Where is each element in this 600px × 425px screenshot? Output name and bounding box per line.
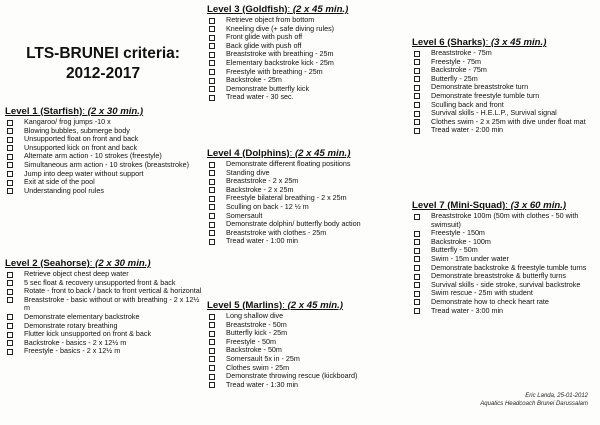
level-heading: Level 1 (Starfish): (2 x 30 min.) [5, 106, 144, 117]
level-7-block [412, 200, 596, 315]
checkbox-icon[interactable] [414, 239, 420, 245]
criteria-item: Survival skills - H.E.L.P., Survival signal [412, 109, 596, 118]
level-time: (3 x 45 min.) [490, 37, 547, 48]
criteria-item: Backstroke - 75m [412, 66, 596, 75]
criteria-item: Alternate arm action - 10 strokes (freestyle) [5, 152, 203, 161]
checkbox-icon[interactable] [7, 289, 13, 295]
level-name: Level 5 (Marlins) [207, 300, 283, 311]
checkbox-icon[interactable] [414, 256, 420, 262]
criteria-item: Retrieve object chest deep water [5, 270, 203, 279]
criteria-item: Elementary backstroke kick - 25m [207, 59, 407, 68]
checkbox-icon[interactable] [414, 76, 420, 82]
level-time: (2 x 30 min.) [95, 258, 151, 269]
level-6-block [412, 37, 596, 135]
checkbox-icon[interactable] [414, 214, 420, 220]
criteria-item: Freestyle - 150m [412, 229, 596, 238]
level-4-block [207, 148, 407, 246]
level-4-items [207, 160, 407, 246]
level-3-block [207, 4, 407, 102]
level-2-items [5, 270, 203, 356]
level-heading: Level 7 (Mini-Squad): (3 x 60 min.) [412, 200, 567, 211]
criteria-item: Rotate - front to back / back to front vertical & horizontal [5, 287, 203, 296]
checkbox-icon[interactable] [209, 322, 215, 328]
criteria-item: Breaststroke - 50m [207, 321, 407, 330]
checkbox-icon[interactable] [209, 162, 215, 168]
level-5-items [207, 312, 407, 389]
title-line: LTS-BRUNEI criteria: [26, 45, 180, 62]
level-heading: Level 2 (Seahorse): (2 x 30 min.) [5, 258, 151, 269]
checkbox-icon[interactable] [209, 356, 215, 362]
criteria-item: Standing dive [207, 169, 407, 178]
checkbox-icon[interactable] [209, 43, 215, 49]
criteria-item: Sculling on back - 12 ½ m [207, 203, 407, 212]
criteria-item: Backstroke - 50m [207, 346, 407, 355]
criteria-item: Backstroke - 2 x 25m [207, 186, 407, 195]
level-time: (2 x 45 min.) [287, 300, 343, 311]
checkbox-icon[interactable] [414, 119, 420, 125]
checkbox-icon[interactable] [209, 230, 215, 236]
checkbox-icon[interactable] [414, 308, 420, 314]
criteria-item: Understanding pool rules [5, 187, 203, 196]
criteria-item: Unsupported kick on front and back [5, 144, 203, 153]
level-time: (3 x 60 min.) [510, 200, 567, 211]
criteria-item: Demonstrate dolphin/ butterfly body action [207, 220, 407, 229]
checkbox-icon[interactable] [7, 340, 13, 346]
criteria-item: Breaststroke - 2 x 25m [207, 177, 407, 186]
criteria-item: Demonstrate throwing rescue (kickboard) [207, 372, 407, 381]
checkbox-icon[interactable] [209, 374, 215, 380]
checkbox-icon[interactable] [209, 239, 215, 245]
criteria-item: Demonstrate backstroke & freestyle tumble turns [412, 264, 596, 273]
checkbox-icon[interactable] [7, 180, 13, 186]
criteria-item: Backstroke - 25m [207, 76, 407, 85]
checkbox-icon[interactable] [414, 59, 420, 65]
criteria-item: Kneeling dive (+ safe diving rules) [207, 25, 407, 34]
checkbox-icon[interactable] [209, 187, 215, 193]
checkbox-icon[interactable] [209, 222, 215, 228]
criteria-item: Breaststroke 100m (50m with clothes - 50 with swimsuit) [412, 212, 596, 229]
checkbox-icon[interactable] [209, 331, 215, 337]
criteria-item: Somersault 5x in - 25m [207, 355, 407, 364]
checkbox-icon[interactable] [414, 231, 420, 237]
criteria-item: Backstroke - basics - 2 x 12½ m [5, 339, 203, 348]
criteria-item: Jump into deep water without support [5, 170, 203, 179]
criteria-item: Swim - 15m under water [412, 255, 596, 264]
criteria-item: Demonstrate breaststroke turn [412, 83, 596, 92]
checkbox-icon[interactable] [209, 170, 215, 176]
checkbox-icon[interactable] [209, 69, 215, 75]
checkbox-icon[interactable] [209, 196, 215, 202]
level-time: (2 x 45 min.) [294, 148, 351, 159]
criteria-item: Swim rescue - 25m with student [412, 289, 596, 298]
page-title [8, 44, 198, 84]
checkbox-icon[interactable] [414, 68, 420, 74]
level-name: Level 4 (Dolphins) [207, 148, 290, 159]
level-heading: Level 6 (Sharks): (3 x 45 min.) [412, 37, 547, 48]
criteria-item: Butterfly - 50m [412, 246, 596, 255]
criteria-item: Clothes swim - 2 x 25m with dive under float mat [412, 118, 596, 127]
checkbox-icon[interactable] [209, 179, 215, 185]
level-2-block [5, 258, 203, 356]
checkbox-icon[interactable] [7, 120, 13, 126]
checkbox-icon[interactable] [7, 128, 13, 134]
checkbox-icon[interactable] [414, 102, 420, 108]
checkbox-icon[interactable] [209, 213, 215, 219]
criteria-item: Retrieve object from bottom [207, 16, 407, 25]
checkbox-icon[interactable] [209, 365, 215, 371]
checkbox-icon[interactable] [209, 204, 215, 210]
checkbox-icon[interactable] [7, 171, 13, 177]
criteria-item: Blowing bubbles, submerge body [5, 127, 203, 136]
criteria-item: Tread water - 1:30 min [207, 381, 407, 390]
criteria-item: Tread water - 1:00 min [207, 237, 407, 246]
level-5-block [207, 300, 407, 389]
criteria-item: Tread water - 3:00 min [412, 307, 596, 316]
criteria-item: 5 sec float & recovery unsupported front & back [5, 279, 203, 288]
checkbox-icon[interactable] [209, 95, 215, 101]
level-1-block [5, 106, 203, 195]
title-line: 2012-2017 [65, 65, 141, 82]
criteria-item: Breaststroke with breathing - 25m [207, 50, 407, 59]
checkbox-icon[interactable] [414, 291, 420, 297]
checkbox-icon[interactable] [209, 339, 215, 345]
level-3-items [207, 16, 407, 102]
checkbox-icon[interactable] [7, 188, 13, 194]
checkbox-icon[interactable] [414, 265, 420, 271]
criteria-item: Kangaroo/ frog jumps -10 x [5, 118, 203, 127]
checkbox-icon[interactable] [7, 280, 13, 286]
checkbox-icon[interactable] [414, 111, 420, 117]
criteria-item: Demonstrate how to check heart rate [412, 298, 596, 307]
criteria-item: Breaststroke - basic without or with breathing - 2 x 12½ m [5, 296, 203, 313]
checkbox-icon[interactable] [7, 137, 13, 143]
criteria-item: Back glide with push off [207, 42, 407, 51]
checkbox-icon[interactable] [209, 86, 215, 92]
criteria-item: Butterfly - 25m [412, 75, 596, 84]
criteria-item: Demonstrate different floating positions [207, 160, 407, 169]
checkbox-icon[interactable] [7, 145, 13, 151]
checkbox-icon[interactable] [414, 128, 420, 134]
criteria-item: Demonstrate breaststroke & butterfly turns [412, 272, 596, 281]
checkbox-icon[interactable] [7, 162, 13, 168]
checkbox-icon[interactable] [209, 382, 215, 388]
criteria-item: Demonstrate butterfly kick [207, 85, 407, 94]
criteria-item: Backstroke - 100m [412, 238, 596, 247]
checkbox-icon[interactable] [209, 52, 215, 58]
level-name: Level 1 (Starfish) [5, 106, 83, 117]
level-6-items [412, 49, 596, 135]
checkbox-icon[interactable] [209, 78, 215, 84]
checkbox-icon[interactable] [414, 299, 420, 305]
criteria-item: Unsupported float on front and back [5, 135, 203, 144]
checkbox-icon[interactable] [209, 60, 215, 66]
criteria-item: Somersault [207, 212, 407, 221]
checkbox-icon[interactable] [7, 154, 13, 160]
criteria-item: Front glide with push off [207, 33, 407, 42]
checkbox-icon[interactable] [209, 18, 215, 24]
criteria-item: Clothes swim - 25m [207, 364, 407, 373]
footer-author: Eric Landa, 25-01-2012 [525, 393, 588, 399]
criteria-item: Freestyle with breathing - 25m [207, 68, 407, 77]
criteria-item: Long shallow dive [207, 312, 407, 321]
checkbox-icon[interactable] [414, 85, 420, 91]
criteria-item: Freestyle bilateral breathing - 2 x 25m [207, 194, 407, 203]
criteria-item: Breaststroke with clothes - 25m [207, 229, 407, 238]
checkbox-icon[interactable] [7, 349, 13, 355]
criteria-item: Tread water - 30 sec. [207, 93, 407, 102]
level-heading: Level 5 (Marlins): (2 x 45 min.) [207, 300, 343, 311]
level-name: Level 3 (Goldfish) [207, 4, 288, 15]
level-name: Level 7 (Mini-Squad) [412, 200, 506, 211]
checkbox-icon[interactable] [7, 323, 13, 329]
checkbox-icon[interactable] [7, 297, 13, 303]
criteria-item: Demonstrate rotary breathing [5, 322, 203, 331]
checkbox-icon[interactable] [209, 348, 215, 354]
level-name: Level 2 (Seahorse) [5, 258, 90, 269]
criteria-item: Butterfly kick - 25m [207, 329, 407, 338]
level-time: (2 x 30 min.) [87, 106, 144, 117]
criteria-item: Exit at side of the pool [5, 178, 203, 187]
level-name: Level 6 (Sharks) [412, 37, 486, 48]
criteria-item: Tread water - 2:00 min [412, 126, 596, 135]
criteria-item: Demonstrate elementary backstroke [5, 313, 203, 322]
criteria-item: Flutter kick unsupported on front & back [5, 330, 203, 339]
checkbox-icon[interactable] [414, 248, 420, 254]
checkbox-icon[interactable] [7, 272, 13, 278]
checkbox-icon[interactable] [209, 35, 215, 41]
checkbox-icon[interactable] [414, 93, 420, 99]
criteria-item: Survival skills - side stroke, survival backstroke [412, 281, 596, 290]
level-heading: Level 4 (Dolphins): (2 x 45 min.) [207, 148, 351, 159]
criteria-item: Sculling back and front [412, 101, 596, 110]
level-1-items [5, 118, 203, 195]
level-7-items [412, 212, 596, 315]
criteria-item: Freestyle - 50m [207, 338, 407, 347]
checkbox-icon[interactable] [414, 282, 420, 288]
signature-footer [480, 392, 588, 408]
checkbox-icon[interactable] [7, 332, 13, 338]
checkbox-icon[interactable] [209, 26, 215, 32]
level-time: (2 x 45 min.) [292, 4, 349, 15]
checkbox-icon[interactable] [414, 51, 420, 57]
checkbox-icon[interactable] [209, 314, 215, 320]
criteria-item: Demonstrate freestyle tumble turn [412, 92, 596, 101]
checkbox-icon[interactable] [414, 274, 420, 280]
criteria-item: Freestyle - 75m [412, 58, 596, 67]
footer-role: Aquatics Headcoach Brunei Darussalam [480, 401, 588, 407]
criteria-item: Freestyle - basics - 2 x 12½ m [5, 347, 203, 356]
level-heading: Level 3 (Goldfish): (2 x 45 min.) [207, 4, 349, 15]
checkbox-icon[interactable] [7, 314, 13, 320]
criteria-item: Simultaneous arm action - 10 strokes (breaststroke) [5, 161, 203, 170]
criteria-item: Breaststroke - 75m [412, 49, 596, 58]
